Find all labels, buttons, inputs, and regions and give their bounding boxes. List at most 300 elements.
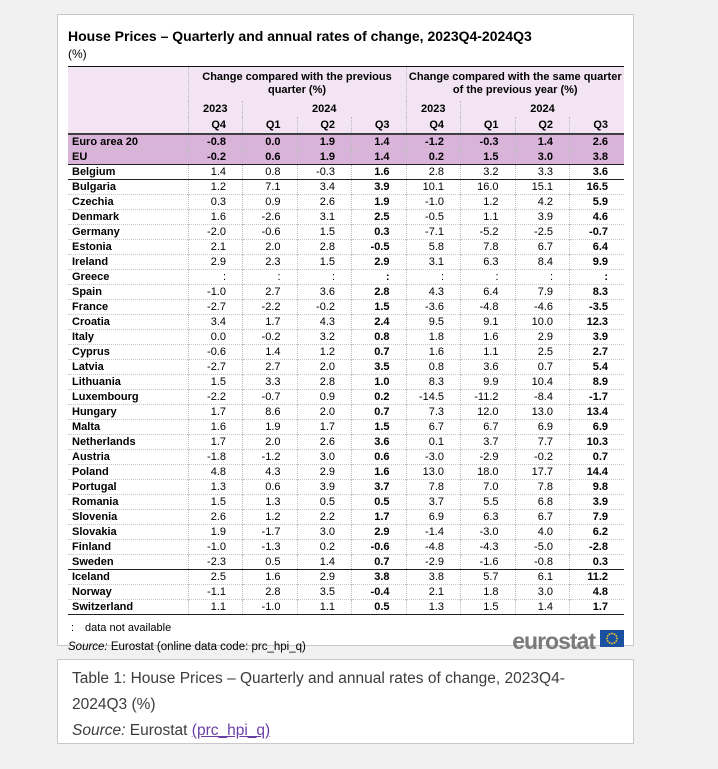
table-row: [68, 285, 624, 300]
table-row: [68, 225, 624, 240]
value-cell: 1.5: [461, 600, 516, 615]
value-cell: 2.0: [243, 240, 298, 255]
value-cell: -0.5: [406, 210, 461, 225]
value-cell: 1.4: [352, 150, 407, 165]
value-cell: 6.8: [515, 495, 570, 510]
value-cell: 2.2: [297, 510, 352, 525]
value-cell: -0.2: [188, 150, 243, 165]
value-cell: 1.9: [297, 150, 352, 165]
value-cell: 1.5: [188, 495, 243, 510]
table-row: [68, 255, 624, 270]
quarter-header: Q2: [515, 117, 570, 134]
footnote-symbol: :: [71, 622, 75, 634]
table-row: [68, 180, 624, 195]
row-label: Euro area 20: [68, 134, 188, 150]
value-cell: -0.6: [188, 345, 243, 360]
house-prices-table: [68, 66, 624, 615]
row-label: Italy: [68, 330, 188, 345]
value-cell: 4.3: [243, 465, 298, 480]
value-cell: 1.1: [188, 600, 243, 615]
value-cell: 1.7: [243, 315, 298, 330]
value-cell: 1.8: [406, 330, 461, 345]
value-cell: 0.2: [406, 150, 461, 165]
group-header-quarter: Change compared with the previous quarter (%): [188, 67, 406, 102]
value-cell: -0.4: [352, 585, 407, 600]
value-cell: 5.8: [406, 240, 461, 255]
value-cell: 3.2: [461, 165, 516, 180]
value-cell: -1.2: [406, 134, 461, 150]
row-label: France: [68, 300, 188, 315]
quarter-header: Q2: [297, 117, 352, 134]
value-cell: 3.6: [297, 285, 352, 300]
value-cell: 0.6: [243, 150, 298, 165]
value-cell: -1.1: [188, 585, 243, 600]
row-label: Cyprus: [68, 345, 188, 360]
year-header: 2024: [461, 101, 625, 117]
row-label: Sweden: [68, 555, 188, 570]
value-cell: :: [515, 270, 570, 285]
value-cell: 0.5: [297, 495, 352, 510]
value-cell: 2.8: [297, 240, 352, 255]
value-cell: 8.4: [515, 255, 570, 270]
value-cell: 7.8: [515, 480, 570, 495]
value-cell: -3.0: [461, 525, 516, 540]
value-cell: 1.4: [352, 134, 407, 150]
table-row: [68, 134, 624, 150]
value-cell: 2.0: [243, 435, 298, 450]
value-cell: 3.1: [406, 255, 461, 270]
value-cell: 5.5: [461, 495, 516, 510]
table-row: [68, 525, 624, 540]
table-row: [68, 495, 624, 510]
value-cell: 4.6: [570, 210, 625, 225]
value-cell: 0.2: [297, 540, 352, 555]
value-cell: :: [406, 270, 461, 285]
value-cell: -0.5: [352, 240, 407, 255]
value-cell: 2.6: [188, 510, 243, 525]
value-cell: 3.5: [297, 585, 352, 600]
value-cell: 1.9: [352, 195, 407, 210]
value-cell: 7.1: [243, 180, 298, 195]
value-cell: 17.7: [515, 465, 570, 480]
value-cell: -0.2: [515, 450, 570, 465]
table-row: [68, 360, 624, 375]
value-cell: 1.6: [352, 465, 407, 480]
caption-dataset-link[interactable]: (prc_hpi_q): [191, 722, 271, 739]
value-cell: 6.9: [570, 420, 625, 435]
value-cell: -4.6: [515, 300, 570, 315]
value-cell: 0.3: [570, 555, 625, 570]
value-cell: 1.9: [188, 525, 243, 540]
value-cell: 1.8: [461, 585, 516, 600]
value-cell: 0.9: [297, 390, 352, 405]
value-cell: -0.2: [297, 300, 352, 315]
value-cell: 1.5: [352, 300, 407, 315]
value-cell: 7.9: [515, 285, 570, 300]
value-cell: 3.0: [515, 585, 570, 600]
value-cell: 4.2: [515, 195, 570, 210]
table-row: [68, 510, 624, 525]
value-cell: 7.8: [461, 240, 516, 255]
value-cell: 10.4: [515, 375, 570, 390]
value-cell: 12.0: [461, 405, 516, 420]
row-label: Denmark: [68, 210, 188, 225]
caption-card: [57, 659, 634, 744]
value-cell: -2.2: [243, 300, 298, 315]
value-cell: -1.0: [243, 600, 298, 615]
value-cell: 3.8: [352, 570, 407, 585]
value-cell: -1.0: [188, 540, 243, 555]
quarter-header: Q1: [461, 117, 516, 134]
value-cell: 0.7: [352, 555, 407, 570]
value-cell: 1.5: [297, 255, 352, 270]
value-cell: 7.8: [406, 480, 461, 495]
value-cell: 2.9: [188, 255, 243, 270]
value-cell: -2.7: [188, 360, 243, 375]
value-cell: -1.3: [243, 540, 298, 555]
table-row: [68, 165, 624, 180]
value-cell: 2.7: [243, 285, 298, 300]
value-cell: 0.7: [570, 450, 625, 465]
value-cell: -0.8: [515, 555, 570, 570]
value-cell: 8.3: [570, 285, 625, 300]
value-cell: 1.2: [461, 195, 516, 210]
value-cell: -0.2: [243, 330, 298, 345]
row-label: Estonia: [68, 240, 188, 255]
value-cell: 1.9: [297, 134, 352, 150]
row-label: Malta: [68, 420, 188, 435]
value-cell: 0.6: [352, 450, 407, 465]
table-row: [68, 420, 624, 435]
value-cell: 1.4: [188, 165, 243, 180]
value-cell: 1.5: [352, 420, 407, 435]
value-cell: 2.8: [297, 375, 352, 390]
value-cell: 0.1: [406, 435, 461, 450]
value-cell: 1.3: [188, 480, 243, 495]
value-cell: 2.8: [352, 285, 407, 300]
value-cell: 2.7: [570, 345, 625, 360]
value-cell: 2.6: [570, 134, 625, 150]
table-row: [68, 555, 624, 570]
value-cell: 5.9: [570, 195, 625, 210]
value-cell: 6.7: [515, 240, 570, 255]
value-cell: 8.3: [406, 375, 461, 390]
value-cell: 1.3: [406, 600, 461, 615]
value-cell: 6.7: [515, 510, 570, 525]
value-cell: -1.0: [406, 195, 461, 210]
value-cell: 3.4: [297, 180, 352, 195]
value-cell: :: [570, 270, 625, 285]
value-cell: -4.8: [406, 540, 461, 555]
value-cell: 1.5: [461, 150, 516, 165]
value-cell: 3.0: [297, 450, 352, 465]
value-cell: 1.7: [570, 600, 625, 615]
row-label: Czechia: [68, 195, 188, 210]
row-label: Romania: [68, 495, 188, 510]
value-cell: 2.9: [352, 525, 407, 540]
value-cell: 13.0: [515, 405, 570, 420]
value-cell: 0.0: [243, 134, 298, 150]
value-cell: 4.3: [406, 285, 461, 300]
value-cell: 10.1: [406, 180, 461, 195]
value-cell: 2.9: [297, 465, 352, 480]
value-cell: 1.4: [297, 555, 352, 570]
value-cell: -0.3: [297, 165, 352, 180]
value-cell: 2.5: [188, 570, 243, 585]
row-label: Netherlands: [68, 435, 188, 450]
value-cell: 3.1: [297, 210, 352, 225]
value-cell: 2.5: [352, 210, 407, 225]
caption-source-line: [72, 718, 571, 744]
value-cell: 3.3: [515, 165, 570, 180]
value-cell: 3.9: [570, 495, 625, 510]
value-cell: -0.7: [243, 390, 298, 405]
value-cell: 6.3: [461, 510, 516, 525]
row-label: Austria: [68, 450, 188, 465]
value-cell: 9.1: [461, 315, 516, 330]
value-cell: 1.7: [297, 420, 352, 435]
value-cell: 0.3: [188, 195, 243, 210]
row-label: Greece: [68, 270, 188, 285]
value-cell: 7.0: [461, 480, 516, 495]
value-cell: 2.8: [406, 165, 461, 180]
value-cell: -11.2: [461, 390, 516, 405]
value-cell: 1.6: [406, 345, 461, 360]
figure-title: House Prices – Quarterly and annual rates of change, 2023Q4-2024Q3: [68, 28, 532, 44]
row-label: Portugal: [68, 480, 188, 495]
value-cell: -2.5: [515, 225, 570, 240]
row-label: Spain: [68, 285, 188, 300]
value-cell: 3.7: [406, 495, 461, 510]
table-row: [68, 540, 624, 555]
value-cell: 9.8: [570, 480, 625, 495]
year-header: 2023: [406, 101, 461, 117]
table-row: [68, 195, 624, 210]
value-cell: 0.3: [352, 225, 407, 240]
value-cell: 1.3: [243, 495, 298, 510]
quarter-header: Q4: [406, 117, 461, 134]
table-row: [68, 435, 624, 450]
value-cell: 2.9: [297, 570, 352, 585]
value-cell: 9.5: [406, 315, 461, 330]
row-label: Germany: [68, 225, 188, 240]
table-row: [68, 390, 624, 405]
value-cell: 14.4: [570, 465, 625, 480]
value-cell: -2.9: [406, 555, 461, 570]
value-cell: 0.7: [515, 360, 570, 375]
value-cell: 1.6: [352, 165, 407, 180]
value-cell: -5.2: [461, 225, 516, 240]
row-label: Poland: [68, 465, 188, 480]
table-row: [68, 210, 624, 225]
value-cell: 5.7: [461, 570, 516, 585]
row-label: Norway: [68, 585, 188, 600]
row-label: Iceland: [68, 570, 188, 585]
value-cell: 1.2: [243, 510, 298, 525]
table-header: [68, 67, 624, 135]
row-label: Ireland: [68, 255, 188, 270]
row-label: Slovenia: [68, 510, 188, 525]
caption-text: Table 1: House Prices – Quarterly and annual rates of change, 2023Q4-2024Q3 (%): [72, 670, 565, 713]
table-row: [68, 585, 624, 600]
value-cell: 6.2: [570, 525, 625, 540]
value-cell: 4.8: [188, 465, 243, 480]
table-row: [68, 600, 624, 615]
value-cell: 8.9: [570, 375, 625, 390]
value-cell: :: [297, 270, 352, 285]
table-body: [68, 134, 624, 615]
value-cell: 0.5: [243, 555, 298, 570]
value-cell: 10.3: [570, 435, 625, 450]
value-cell: 0.7: [352, 345, 407, 360]
row-label: Luxembourg: [68, 390, 188, 405]
value-cell: 3.6: [570, 165, 625, 180]
value-cell: -3.6: [406, 300, 461, 315]
value-cell: 0.7: [352, 405, 407, 420]
value-cell: 9.9: [570, 255, 625, 270]
value-cell: 3.4: [188, 315, 243, 330]
value-cell: 2.9: [352, 255, 407, 270]
value-cell: 1.7: [352, 510, 407, 525]
eurostat-logo-text: eurostat: [512, 628, 595, 654]
value-cell: 2.8: [243, 585, 298, 600]
footnote: [68, 622, 306, 634]
quarter-header: Q3: [352, 117, 407, 134]
value-cell: 5.4: [570, 360, 625, 375]
value-cell: -5.0: [515, 540, 570, 555]
value-cell: -0.3: [461, 134, 516, 150]
table-row: [68, 330, 624, 345]
value-cell: 16.0: [461, 180, 516, 195]
value-cell: 13.4: [570, 405, 625, 420]
value-cell: 3.7: [352, 480, 407, 495]
value-cell: 3.0: [297, 525, 352, 540]
table-row: [68, 405, 624, 420]
value-cell: -4.8: [461, 300, 516, 315]
value-cell: 9.9: [461, 375, 516, 390]
value-cell: 12.3: [570, 315, 625, 330]
value-cell: -1.0: [188, 285, 243, 300]
value-cell: 2.5: [515, 345, 570, 360]
value-cell: 15.1: [515, 180, 570, 195]
value-cell: -0.6: [352, 540, 407, 555]
row-label: EU: [68, 150, 188, 165]
row-label: Belgium: [68, 165, 188, 180]
value-cell: 2.7: [243, 360, 298, 375]
value-cell: 2.9: [515, 330, 570, 345]
value-cell: 0.5: [352, 495, 407, 510]
value-cell: 13.0: [406, 465, 461, 480]
row-label: Bulgaria: [68, 180, 188, 195]
table-row: [68, 300, 624, 315]
quarter-header: Q3: [570, 117, 625, 134]
value-cell: 2.0: [297, 360, 352, 375]
figure-footer: [68, 622, 624, 655]
value-cell: 1.2: [297, 345, 352, 360]
value-cell: 2.0: [297, 405, 352, 420]
quarter-header: Q4: [188, 117, 243, 134]
value-cell: 7.9: [570, 510, 625, 525]
value-cell: 0.2: [352, 390, 407, 405]
value-cell: 18.0: [461, 465, 516, 480]
table-row: [68, 450, 624, 465]
value-cell: -3.5: [570, 300, 625, 315]
value-cell: 1.7: [188, 405, 243, 420]
value-cell: 4.3: [297, 315, 352, 330]
row-label: Latvia: [68, 360, 188, 375]
caption-source-text: Eurostat: [129, 722, 188, 739]
table-row: [68, 315, 624, 330]
value-cell: 3.8: [570, 150, 625, 165]
value-cell: 4.0: [515, 525, 570, 540]
value-cell: -0.8: [188, 134, 243, 150]
value-cell: 1.0: [352, 375, 407, 390]
value-cell: -2.3: [188, 555, 243, 570]
value-cell: 0.8: [243, 165, 298, 180]
value-cell: 0.9: [243, 195, 298, 210]
row-label: Switzerland: [68, 600, 188, 615]
row-label: Finland: [68, 540, 188, 555]
value-cell: 6.1: [515, 570, 570, 585]
value-cell: 0.8: [352, 330, 407, 345]
value-cell: 1.6: [188, 210, 243, 225]
value-cell: :: [461, 270, 516, 285]
row-label: Hungary: [68, 405, 188, 420]
table-row: [68, 375, 624, 390]
value-cell: 3.9: [297, 480, 352, 495]
value-cell: 6.4: [461, 285, 516, 300]
value-cell: 1.7: [188, 435, 243, 450]
value-cell: 1.6: [188, 420, 243, 435]
value-cell: 8.6: [243, 405, 298, 420]
row-label: Slovakia: [68, 525, 188, 540]
value-cell: 1.5: [297, 225, 352, 240]
value-cell: 0.8: [406, 360, 461, 375]
value-cell: 1.1: [461, 345, 516, 360]
year-header: 2023: [188, 101, 243, 117]
value-cell: 2.3: [243, 255, 298, 270]
value-cell: -2.7: [188, 300, 243, 315]
table-row: [68, 345, 624, 360]
row-label: Lithuania: [68, 375, 188, 390]
value-cell: :: [188, 270, 243, 285]
value-cell: -2.8: [570, 540, 625, 555]
value-cell: 2.6: [297, 435, 352, 450]
value-cell: 1.9: [243, 420, 298, 435]
value-cell: 2.1: [406, 585, 461, 600]
value-cell: 0.5: [352, 600, 407, 615]
value-cell: 1.4: [243, 345, 298, 360]
table-row: [68, 465, 624, 480]
value-cell: 7.3: [406, 405, 461, 420]
value-cell: 3.9: [515, 210, 570, 225]
value-cell: 3.8: [406, 570, 461, 585]
value-cell: 7.7: [515, 435, 570, 450]
value-cell: 1.4: [515, 600, 570, 615]
table-row: [68, 240, 624, 255]
table-row: [68, 480, 624, 495]
value-cell: 1.1: [461, 210, 516, 225]
value-cell: -2.0: [188, 225, 243, 240]
table-row: [68, 270, 624, 285]
value-cell: -1.2: [243, 450, 298, 465]
row-label: Croatia: [68, 315, 188, 330]
footer-notes: [68, 622, 306, 655]
value-cell: -2.9: [461, 450, 516, 465]
value-cell: 1.6: [461, 330, 516, 345]
value-cell: 6.7: [461, 420, 516, 435]
value-cell: 0.6: [243, 480, 298, 495]
